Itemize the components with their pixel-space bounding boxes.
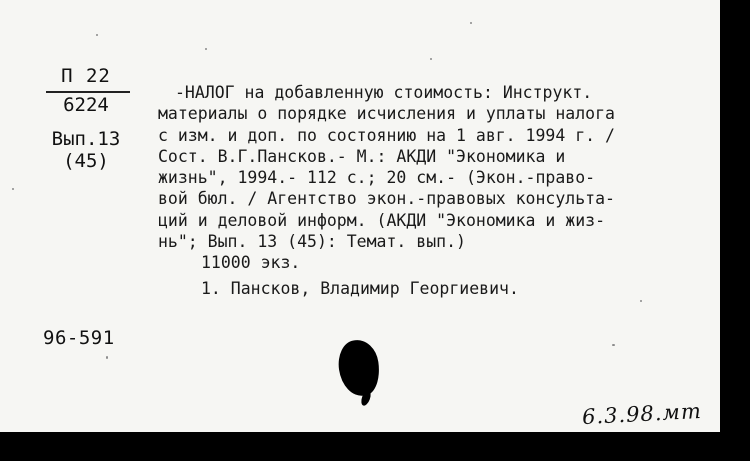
scan-border-bottom (0, 432, 750, 461)
entry-line: материалы о порядке исчисления и уплаты налога (158, 104, 615, 124)
shelfmark-number: 6224 (63, 93, 109, 116)
personal-entry: 1. Пансков, Владимир Георгиевич. (201, 278, 519, 298)
dust-speck (106, 356, 108, 359)
entry-line: ций и деловой информ. (АКДИ "Экономика и жиз- (158, 210, 606, 230)
entry-line: Сост. В.Г.Пансков.- М.: АКДИ "Экономика и (158, 146, 566, 166)
print-run: 11000 экз. (201, 253, 301, 273)
shelfmark-issue-number: (45) (63, 149, 109, 172)
handwritten-note: 6.3.98.мт (581, 398, 703, 430)
entry-line: с изм. и доп. по состоянию на 1 авг. 1994 г. / (158, 125, 615, 145)
scan-border-right (720, 0, 750, 461)
entry-line: вой бюл. / Агентство экон.-правовых консульта- (158, 189, 615, 209)
accession-number: 96-591 (43, 327, 115, 349)
dust-speck (470, 22, 472, 24)
dust-speck (430, 58, 432, 60)
dust-speck (205, 48, 207, 50)
entry-line: жизнь", 1994.- 112 с.; 20 см.- (Экон.-право- (158, 168, 596, 188)
entry-line: -НАЛОГ на добавленную стоимость: Инструкт. (175, 83, 593, 102)
dust-speck (12, 188, 14, 190)
dust-speck (96, 34, 98, 36)
shelfmark-issue: Вып.13 (51, 127, 121, 150)
dust-speck (612, 344, 615, 346)
shelfmark (40, 66, 132, 172)
dust-speck (640, 300, 642, 302)
ink-blot (335, 337, 382, 398)
bibliographic-entry (158, 82, 698, 299)
entry-line: нь"; Вып. 13 (45): Темат. вып.) (158, 232, 466, 252)
shelfmark-divider (46, 91, 130, 93)
shelfmark-class: П 22 (61, 65, 111, 87)
